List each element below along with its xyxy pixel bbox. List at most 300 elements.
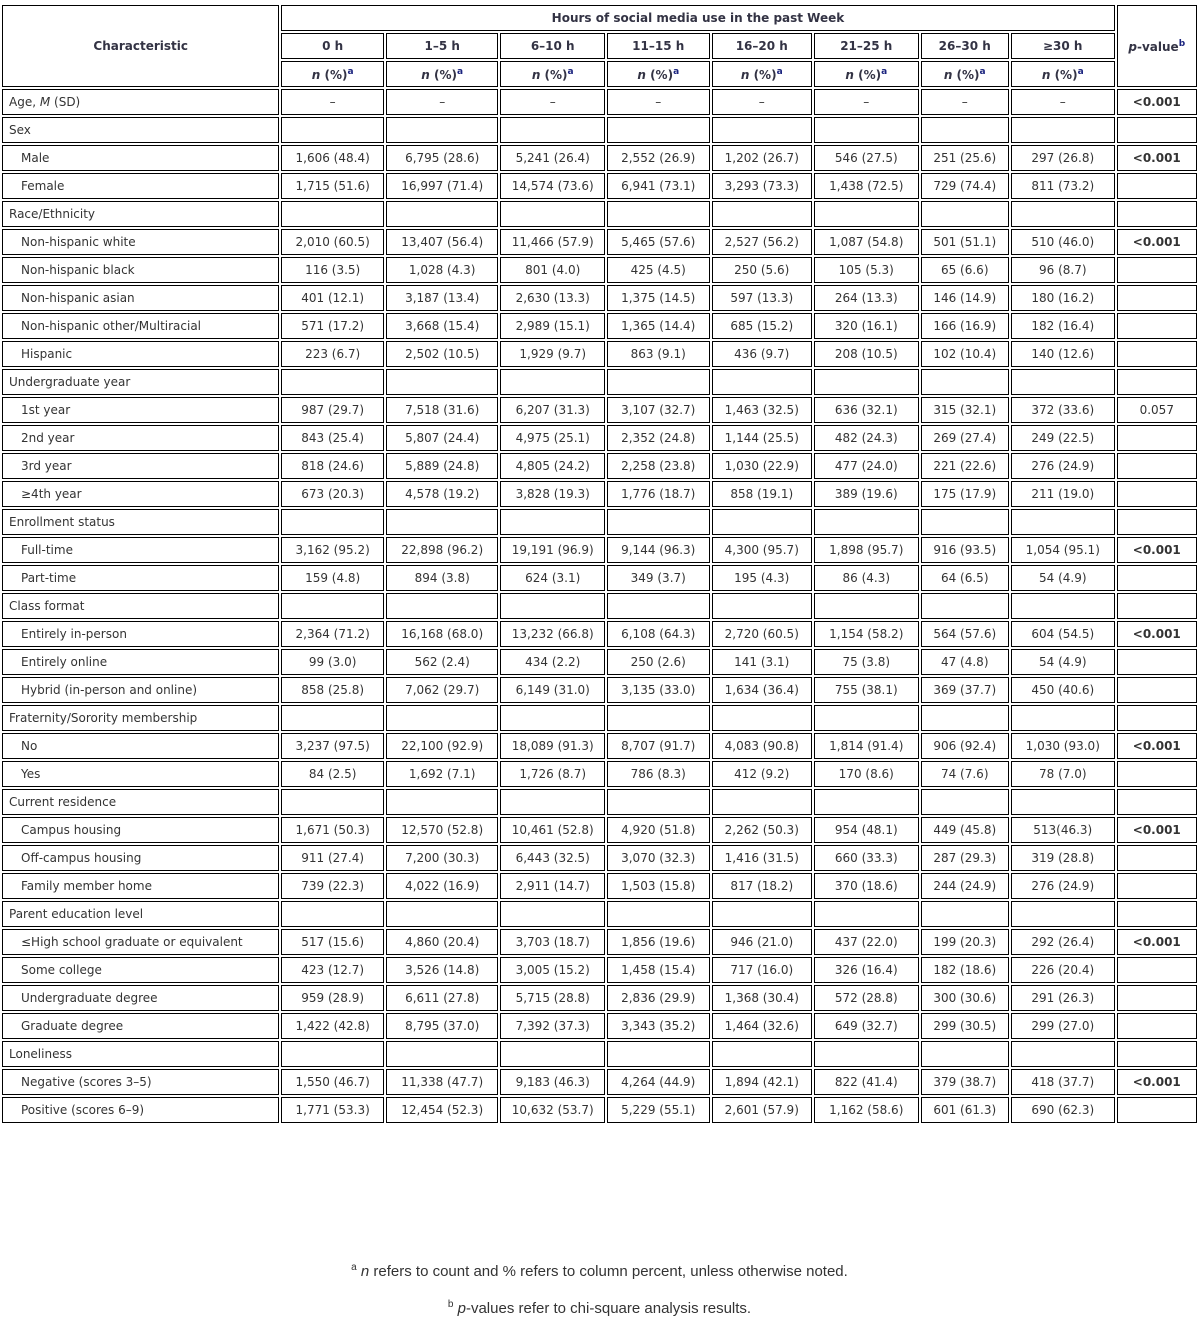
cell-value bbox=[712, 705, 813, 731]
p-value bbox=[1117, 425, 1197, 451]
cell-value: 287 (29.3) bbox=[921, 845, 1009, 871]
cell-value: 425 (4.5) bbox=[607, 257, 710, 283]
p-value: <0.001 bbox=[1117, 621, 1197, 647]
cell-value: 320 (16.1) bbox=[814, 313, 919, 339]
cell-value: 159 (4.8) bbox=[281, 565, 384, 591]
cell-value: 729 (74.4) bbox=[921, 173, 1009, 199]
cell-value bbox=[921, 509, 1009, 535]
cell-value bbox=[500, 509, 605, 535]
cell-value: 221 (22.6) bbox=[921, 453, 1009, 479]
cell-value: – bbox=[281, 89, 384, 115]
cell-value: – bbox=[814, 89, 919, 115]
cell-value: 3,526 (14.8) bbox=[386, 957, 499, 983]
cell-value: 3,187 (13.4) bbox=[386, 285, 499, 311]
cell-value bbox=[281, 705, 384, 731]
cell-value bbox=[500, 369, 605, 395]
row-label: Non-hispanic white bbox=[2, 229, 279, 255]
section-label: Undergraduate year bbox=[2, 369, 279, 395]
cell-value: 54 (4.9) bbox=[1011, 565, 1115, 591]
cell-value: 601 (61.3) bbox=[921, 1097, 1009, 1123]
p-value: <0.001 bbox=[1117, 929, 1197, 955]
table-row bbox=[2, 677, 1197, 703]
cell-value: 166 (16.9) bbox=[921, 313, 1009, 339]
section-row bbox=[2, 901, 1197, 927]
cell-value: 1,463 (32.5) bbox=[712, 397, 813, 423]
cell-value: 13,407 (56.4) bbox=[386, 229, 499, 255]
cell-value: 276 (24.9) bbox=[1011, 453, 1115, 479]
cell-value: 423 (12.7) bbox=[281, 957, 384, 983]
cell-value: 562 (2.4) bbox=[386, 649, 499, 675]
p-value: <0.001 bbox=[1117, 817, 1197, 843]
cell-value bbox=[500, 1041, 605, 1067]
row-label: Campus housing bbox=[2, 817, 279, 843]
cell-value: 22,100 (92.9) bbox=[386, 733, 499, 759]
cell-value bbox=[500, 705, 605, 731]
cell-value: – bbox=[921, 89, 1009, 115]
table-row bbox=[2, 145, 1197, 171]
column-header-4: 16–20 h bbox=[712, 33, 813, 59]
row-label: Age, M (SD) bbox=[2, 89, 279, 115]
cell-value bbox=[386, 789, 499, 815]
table-row bbox=[2, 229, 1197, 255]
cell-value bbox=[386, 705, 499, 731]
cell-value: 546 (27.5) bbox=[814, 145, 919, 171]
p-value bbox=[1117, 565, 1197, 591]
row-label: Some college bbox=[2, 957, 279, 983]
cell-value: 226 (20.4) bbox=[1011, 957, 1115, 983]
cell-value: 6,941 (73.1) bbox=[607, 173, 710, 199]
cell-value: 624 (3.1) bbox=[500, 565, 605, 591]
cell-value bbox=[1011, 369, 1115, 395]
table-row bbox=[2, 817, 1197, 843]
cell-value: 369 (37.7) bbox=[921, 677, 1009, 703]
cell-value: 5,715 (28.8) bbox=[500, 985, 605, 1011]
cell-value: 858 (19.1) bbox=[712, 481, 813, 507]
hours-group-header: Hours of social media use in the past Week bbox=[281, 5, 1114, 31]
cell-value: 1,458 (15.4) bbox=[607, 957, 710, 983]
cell-value: 4,975 (25.1) bbox=[500, 425, 605, 451]
cell-value: 180 (16.2) bbox=[1011, 285, 1115, 311]
table-row bbox=[2, 285, 1197, 311]
cell-value: 291 (26.3) bbox=[1011, 985, 1115, 1011]
cell-value: 1,365 (14.4) bbox=[607, 313, 710, 339]
cell-value: 954 (48.1) bbox=[814, 817, 919, 843]
cell-value: 1,030 (22.9) bbox=[712, 453, 813, 479]
cell-value bbox=[281, 901, 384, 927]
table-row bbox=[2, 621, 1197, 647]
row-label: No bbox=[2, 733, 279, 759]
cell-value: 208 (10.5) bbox=[814, 341, 919, 367]
cell-value: 1,054 (95.1) bbox=[1011, 537, 1115, 563]
cell-value bbox=[607, 705, 710, 731]
cell-value: 3,293 (73.3) bbox=[712, 173, 813, 199]
cell-value: 786 (8.3) bbox=[607, 761, 710, 787]
cell-value bbox=[1011, 1041, 1115, 1067]
row-label: Non-hispanic black bbox=[2, 257, 279, 283]
cell-value: 2,010 (60.5) bbox=[281, 229, 384, 255]
cell-value: 946 (21.0) bbox=[712, 929, 813, 955]
cell-value: 7,392 (37.3) bbox=[500, 1013, 605, 1039]
cell-value: 249 (22.5) bbox=[1011, 425, 1115, 451]
cell-value bbox=[814, 201, 919, 227]
p-value bbox=[1117, 705, 1197, 731]
cell-value: 572 (28.8) bbox=[814, 985, 919, 1011]
cell-value: 477 (24.0) bbox=[814, 453, 919, 479]
cell-value: 54 (4.9) bbox=[1011, 649, 1115, 675]
row-label: Yes bbox=[2, 761, 279, 787]
cell-value: 1,671 (50.3) bbox=[281, 817, 384, 843]
cell-value: 858 (25.8) bbox=[281, 677, 384, 703]
table-row bbox=[2, 481, 1197, 507]
cell-value: 911 (27.4) bbox=[281, 845, 384, 871]
table-row bbox=[2, 1069, 1197, 1095]
cell-value: 818 (24.6) bbox=[281, 453, 384, 479]
cell-value bbox=[281, 201, 384, 227]
row-label: Negative (scores 3–5) bbox=[2, 1069, 279, 1095]
cell-value: 10,461 (52.8) bbox=[500, 817, 605, 843]
cell-value: 11,338 (47.7) bbox=[386, 1069, 499, 1095]
p-value bbox=[1117, 369, 1197, 395]
cell-value bbox=[607, 789, 710, 815]
column-header-5: 21–25 h bbox=[814, 33, 919, 59]
cell-value bbox=[814, 369, 919, 395]
p-value: 0.057 bbox=[1117, 397, 1197, 423]
cell-value: 182 (18.6) bbox=[921, 957, 1009, 983]
characteristic-header: Characteristic bbox=[2, 5, 279, 87]
row-label: 3rd year bbox=[2, 453, 279, 479]
cell-value: 4,860 (20.4) bbox=[386, 929, 499, 955]
cell-value: 1,715 (51.6) bbox=[281, 173, 384, 199]
cell-value bbox=[1011, 705, 1115, 731]
section-row bbox=[2, 369, 1197, 395]
cell-value: 7,062 (29.7) bbox=[386, 677, 499, 703]
subheader-n-pct-3: n (%)$^a$ bbox=[607, 61, 710, 87]
p-value: <0.001 bbox=[1117, 1069, 1197, 1095]
p-value: <0.001 bbox=[1117, 145, 1197, 171]
cell-value: 12,454 (52.3) bbox=[386, 1097, 499, 1123]
cell-value: 64 (6.5) bbox=[921, 565, 1009, 591]
cell-value: 102 (10.4) bbox=[921, 341, 1009, 367]
cell-value bbox=[386, 509, 499, 535]
footnote-b: $^b$ p-values refer to chi-square analysis results. bbox=[447, 1299, 752, 1317]
cell-value: 379 (38.7) bbox=[921, 1069, 1009, 1095]
cell-value: 1,162 (58.6) bbox=[814, 1097, 919, 1123]
cell-value: 299 (30.5) bbox=[921, 1013, 1009, 1039]
p-value bbox=[1117, 257, 1197, 283]
cell-value bbox=[814, 789, 919, 815]
cell-value: 10,632 (53.7) bbox=[500, 1097, 605, 1123]
cell-value: 18,089 (91.3) bbox=[500, 733, 605, 759]
cell-value: 269 (27.4) bbox=[921, 425, 1009, 451]
cell-value: 597 (13.3) bbox=[712, 285, 813, 311]
cell-value bbox=[814, 593, 919, 619]
cell-value: 6,611 (27.8) bbox=[386, 985, 499, 1011]
table-row bbox=[2, 341, 1197, 367]
cell-value bbox=[386, 1041, 499, 1067]
cell-value: 3,005 (15.2) bbox=[500, 957, 605, 983]
cell-value: 16,997 (71.4) bbox=[386, 173, 499, 199]
row-label: Entirely online bbox=[2, 649, 279, 675]
cell-value: 2,527 (56.2) bbox=[712, 229, 813, 255]
section-row bbox=[2, 705, 1197, 731]
cell-value: 175 (17.9) bbox=[921, 481, 1009, 507]
section-label: Class format bbox=[2, 593, 279, 619]
cell-value: 99 (3.0) bbox=[281, 649, 384, 675]
cell-value: 906 (92.4) bbox=[921, 733, 1009, 759]
cell-value: 739 (22.3) bbox=[281, 873, 384, 899]
cell-value bbox=[814, 117, 919, 143]
cell-value bbox=[386, 369, 499, 395]
cell-value bbox=[607, 369, 710, 395]
cell-value bbox=[281, 509, 384, 535]
cell-value: 6,149 (31.0) bbox=[500, 677, 605, 703]
cell-value: 1,422 (42.8) bbox=[281, 1013, 384, 1039]
cell-value: 47 (4.8) bbox=[921, 649, 1009, 675]
cell-value: 5,889 (24.8) bbox=[386, 453, 499, 479]
section-label: Fraternity/Sorority membership bbox=[2, 705, 279, 731]
cell-value: 1,375 (14.5) bbox=[607, 285, 710, 311]
cell-value bbox=[607, 593, 710, 619]
cell-value bbox=[1011, 509, 1115, 535]
cell-value: 244 (24.9) bbox=[921, 873, 1009, 899]
row-label: 2nd year bbox=[2, 425, 279, 451]
table-row bbox=[2, 313, 1197, 339]
row-label: Full-time bbox=[2, 537, 279, 563]
cell-value bbox=[921, 1041, 1009, 1067]
cell-value: 3,070 (32.3) bbox=[607, 845, 710, 871]
cell-value: 801 (4.0) bbox=[500, 257, 605, 283]
cell-value bbox=[712, 901, 813, 927]
cell-value: 16,168 (68.0) bbox=[386, 621, 499, 647]
p-value bbox=[1117, 593, 1197, 619]
cell-value bbox=[921, 593, 1009, 619]
section-row bbox=[2, 789, 1197, 815]
section-row bbox=[2, 117, 1197, 143]
pvalue-header: p-value$^b$ bbox=[1117, 5, 1197, 87]
row-label: Male bbox=[2, 145, 279, 171]
cell-value: 5,241 (26.4) bbox=[500, 145, 605, 171]
demographics-table bbox=[0, 3, 1199, 1125]
cell-value: 2,502 (10.5) bbox=[386, 341, 499, 367]
cell-value: 822 (41.4) bbox=[814, 1069, 919, 1095]
cell-value: 449 (45.8) bbox=[921, 817, 1009, 843]
p-value bbox=[1117, 957, 1197, 983]
cell-value: 211 (19.0) bbox=[1011, 481, 1115, 507]
cell-value: 372 (33.6) bbox=[1011, 397, 1115, 423]
cell-value: 843 (25.4) bbox=[281, 425, 384, 451]
cell-value bbox=[386, 901, 499, 927]
p-value bbox=[1117, 1041, 1197, 1067]
cell-value bbox=[712, 117, 813, 143]
cell-value: 9,183 (46.3) bbox=[500, 1069, 605, 1095]
p-value bbox=[1117, 873, 1197, 899]
cell-value: 1,814 (91.4) bbox=[814, 733, 919, 759]
p-value bbox=[1117, 649, 1197, 675]
cell-value bbox=[281, 1041, 384, 1067]
cell-value: 5,229 (55.1) bbox=[607, 1097, 710, 1123]
p-value: <0.001 bbox=[1117, 89, 1197, 115]
cell-value bbox=[1011, 117, 1115, 143]
column-header-7: ≥30 h bbox=[1011, 33, 1115, 59]
p-value bbox=[1117, 901, 1197, 927]
cell-value: 5,807 (24.4) bbox=[386, 425, 499, 451]
section-label: Enrollment status bbox=[2, 509, 279, 535]
cell-value: 673 (20.3) bbox=[281, 481, 384, 507]
cell-value: 4,083 (90.8) bbox=[712, 733, 813, 759]
subheader-n-pct-7: n (%)$^a$ bbox=[1011, 61, 1115, 87]
row-label: 1st year bbox=[2, 397, 279, 423]
cell-value: 1,202 (26.7) bbox=[712, 145, 813, 171]
cell-value: 3,135 (33.0) bbox=[607, 677, 710, 703]
p-value bbox=[1117, 1013, 1197, 1039]
cell-value: 3,343 (35.2) bbox=[607, 1013, 710, 1039]
cell-value: 2,836 (29.9) bbox=[607, 985, 710, 1011]
cell-value bbox=[607, 1041, 710, 1067]
cell-value bbox=[281, 593, 384, 619]
p-value bbox=[1117, 509, 1197, 535]
cell-value: 297 (26.8) bbox=[1011, 145, 1115, 171]
cell-value: 1,144 (25.5) bbox=[712, 425, 813, 451]
row-label: Part-time bbox=[2, 565, 279, 591]
cell-value: 636 (32.1) bbox=[814, 397, 919, 423]
cell-value: 319 (28.8) bbox=[1011, 845, 1115, 871]
cell-value bbox=[1011, 593, 1115, 619]
subheader-n-pct-4: n (%)$^a$ bbox=[712, 61, 813, 87]
cell-value: 1,898 (95.7) bbox=[814, 537, 919, 563]
cell-value: 436 (9.7) bbox=[712, 341, 813, 367]
cell-value: 401 (12.1) bbox=[281, 285, 384, 311]
cell-value: 182 (16.4) bbox=[1011, 313, 1115, 339]
cell-value bbox=[921, 789, 1009, 815]
cell-value: 418 (37.7) bbox=[1011, 1069, 1115, 1095]
row-label: Non-hispanic other/Multiracial bbox=[2, 313, 279, 339]
section-row bbox=[2, 201, 1197, 227]
cell-value: 3,107 (32.7) bbox=[607, 397, 710, 423]
p-value bbox=[1117, 341, 1197, 367]
cell-value: 1,416 (31.5) bbox=[712, 845, 813, 871]
cell-value: 690 (62.3) bbox=[1011, 1097, 1115, 1123]
cell-value: 2,262 (50.3) bbox=[712, 817, 813, 843]
cell-value: 84 (2.5) bbox=[281, 761, 384, 787]
row-label: Off-campus housing bbox=[2, 845, 279, 871]
p-value bbox=[1117, 845, 1197, 871]
cell-value: 9,144 (96.3) bbox=[607, 537, 710, 563]
cell-value: 19,191 (96.9) bbox=[500, 537, 605, 563]
cell-value: 4,264 (44.9) bbox=[607, 1069, 710, 1095]
cell-value: 2,364 (71.2) bbox=[281, 621, 384, 647]
cell-value: 501 (51.1) bbox=[921, 229, 1009, 255]
cell-value: 1,028 (4.3) bbox=[386, 257, 499, 283]
cell-value: 65 (6.6) bbox=[921, 257, 1009, 283]
cell-value bbox=[500, 901, 605, 927]
subheader-n-pct-2: n (%)$^a$ bbox=[500, 61, 605, 87]
cell-value: 4,300 (95.7) bbox=[712, 537, 813, 563]
p-value bbox=[1117, 481, 1197, 507]
row-label: ≥4th year bbox=[2, 481, 279, 507]
cell-value: 649 (32.7) bbox=[814, 1013, 919, 1039]
table-row bbox=[2, 257, 1197, 283]
cell-value bbox=[1011, 901, 1115, 927]
row-label: Positive (scores 6–9) bbox=[2, 1097, 279, 1123]
cell-value bbox=[281, 369, 384, 395]
cell-value: 8,795 (37.0) bbox=[386, 1013, 499, 1039]
cell-value: 1,634 (36.4) bbox=[712, 677, 813, 703]
cell-value bbox=[500, 789, 605, 815]
column-header-6: 26–30 h bbox=[921, 33, 1009, 59]
cell-value: 755 (38.1) bbox=[814, 677, 919, 703]
table-row bbox=[2, 873, 1197, 899]
subheader-n-pct-1: n (%)$^a$ bbox=[386, 61, 499, 87]
cell-value bbox=[712, 789, 813, 815]
cell-value: 264 (13.3) bbox=[814, 285, 919, 311]
cell-value bbox=[712, 593, 813, 619]
cell-value: 3,828 (19.3) bbox=[500, 481, 605, 507]
row-label: Non-hispanic asian bbox=[2, 285, 279, 311]
cell-value bbox=[500, 201, 605, 227]
cell-value: 434 (2.2) bbox=[500, 649, 605, 675]
cell-value: 2,352 (24.8) bbox=[607, 425, 710, 451]
section-label: Loneliness bbox=[2, 1041, 279, 1067]
cell-value bbox=[607, 117, 710, 143]
row-label: Hybrid (in-person and online) bbox=[2, 677, 279, 703]
cell-value: 987 (29.7) bbox=[281, 397, 384, 423]
cell-value bbox=[712, 369, 813, 395]
p-value bbox=[1117, 761, 1197, 787]
cell-value bbox=[921, 901, 1009, 927]
cell-value: 250 (2.6) bbox=[607, 649, 710, 675]
table-row bbox=[2, 733, 1197, 759]
cell-value: 817 (18.2) bbox=[712, 873, 813, 899]
cell-value bbox=[607, 509, 710, 535]
p-value bbox=[1117, 985, 1197, 1011]
cell-value: 3,703 (18.7) bbox=[500, 929, 605, 955]
cell-value: 86 (4.3) bbox=[814, 565, 919, 591]
p-value bbox=[1117, 789, 1197, 815]
column-header-3: 11–15 h bbox=[607, 33, 710, 59]
cell-value: 1,154 (58.2) bbox=[814, 621, 919, 647]
section-row bbox=[2, 509, 1197, 535]
cell-value: 251 (25.6) bbox=[921, 145, 1009, 171]
cell-value: 660 (33.3) bbox=[814, 845, 919, 871]
cell-value bbox=[607, 901, 710, 927]
cell-value: 22,898 (96.2) bbox=[386, 537, 499, 563]
cell-value: 223 (6.7) bbox=[281, 341, 384, 367]
cell-value: 199 (20.3) bbox=[921, 929, 1009, 955]
cell-value: 389 (19.6) bbox=[814, 481, 919, 507]
cell-value bbox=[712, 1041, 813, 1067]
table-row bbox=[2, 649, 1197, 675]
cell-value bbox=[814, 1041, 919, 1067]
cell-value: 894 (3.8) bbox=[386, 565, 499, 591]
section-row bbox=[2, 1041, 1197, 1067]
cell-value: 604 (54.5) bbox=[1011, 621, 1115, 647]
table-row bbox=[2, 425, 1197, 451]
row-label: Undergraduate degree bbox=[2, 985, 279, 1011]
subheader-n-pct-0: n (%)$^a$ bbox=[281, 61, 384, 87]
cell-value: 300 (30.6) bbox=[921, 985, 1009, 1011]
cell-value: 1,503 (15.8) bbox=[607, 873, 710, 899]
cell-value bbox=[386, 201, 499, 227]
cell-value: 717 (16.0) bbox=[712, 957, 813, 983]
cell-value: 349 (3.7) bbox=[607, 565, 710, 591]
cell-value: 1,087 (54.8) bbox=[814, 229, 919, 255]
cell-value: – bbox=[712, 89, 813, 115]
row-label: Hispanic bbox=[2, 341, 279, 367]
cell-value: 1,726 (8.7) bbox=[500, 761, 605, 787]
cell-value: 3,668 (15.4) bbox=[386, 313, 499, 339]
cell-value: 250 (5.6) bbox=[712, 257, 813, 283]
cell-value: – bbox=[386, 89, 499, 115]
